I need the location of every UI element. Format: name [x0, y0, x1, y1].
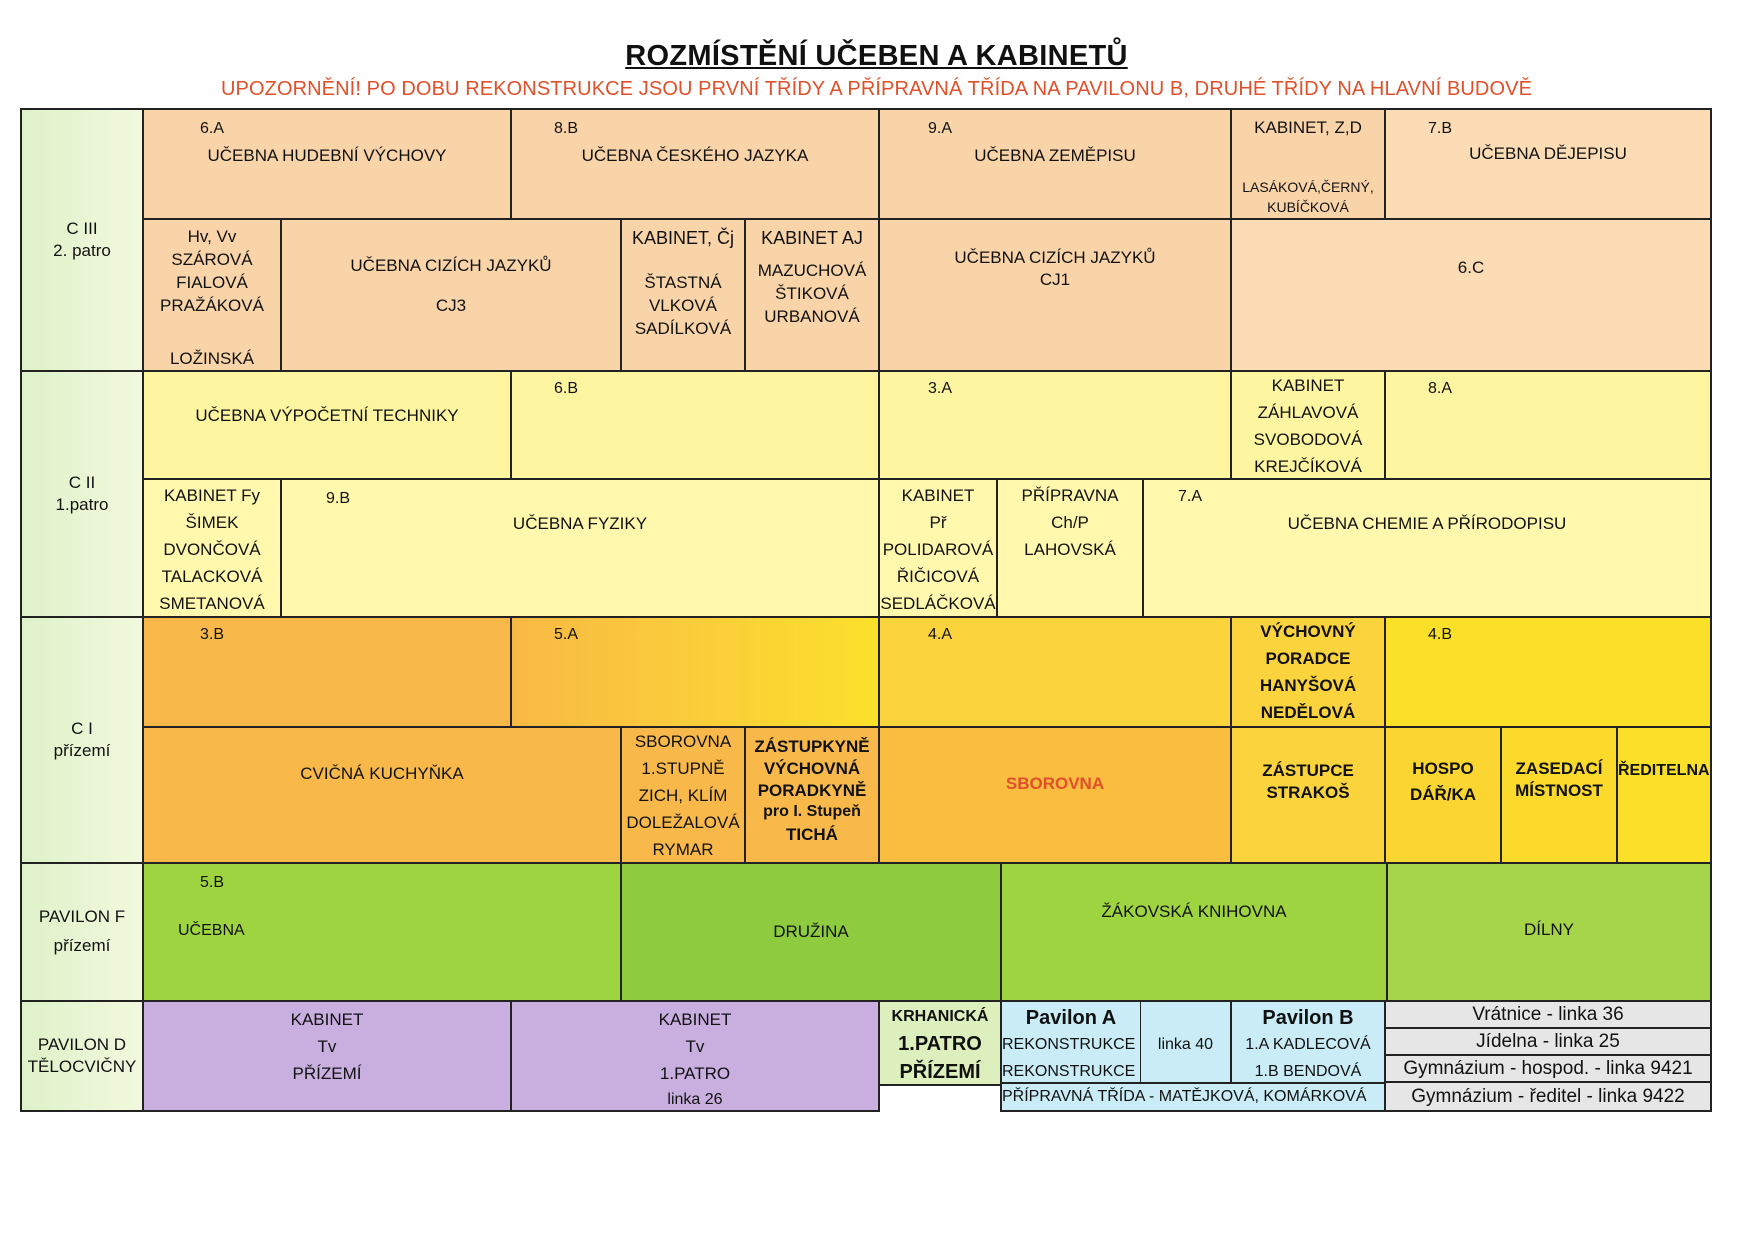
room-8a: 8.A	[1384, 370, 1712, 480]
cabinet-hv-vv: Hv, Vv SZÁROVÁ FIALOVÁ PRAŽÁKOVÁ LOŽINSKÁ	[142, 218, 282, 372]
bursar-office: HOSPO DÁŘ/KA	[1384, 726, 1502, 864]
room-3b: 3.B	[142, 616, 512, 728]
room-6b: 6.B	[510, 370, 880, 480]
floor-label-c3: C III 2. patro	[20, 108, 144, 372]
cabinet-fy: KABINET Fy ŠIMEK DVONČOVÁ TALACKOVÁ SMETANOVÁ	[142, 478, 282, 618]
room-chemistry-7a: 7.A UČEBNA CHEMIE A PŘÍRODOPISU	[1142, 478, 1712, 618]
principal-office: ŘEDITELNA	[1616, 726, 1712, 864]
floor-label-c2: C II 1.patro	[20, 370, 144, 618]
phone-entry: Gymnázium - ředitel - linka 9422	[1384, 1081, 1712, 1112]
room-geography-9a: 9.A UČEBNA ZEMĚPISU	[878, 108, 1232, 220]
classroom-5b: 5.B UČEBNA	[142, 862, 622, 1002]
pavilon-b: Pavilon B 1.A KADLECOVÁ 1.B BENDOVÁ	[1230, 1000, 1386, 1084]
deputy-strakos: ZÁSTUPCE STRAKOŠ	[1230, 726, 1386, 864]
pe-cabinet-ground: KABINET Tv PŘÍZEMÍ	[142, 1000, 512, 1112]
phone-entry: Jídelna - linka 25	[1384, 1027, 1712, 1056]
cabinet-aj: KABINET AJ MAZUCHOVÁ ŠTIKOVÁ URBANOVÁ	[744, 218, 880, 372]
room-history-7b: 7.B UČEBNA DĚJEPISU	[1384, 108, 1712, 220]
pe-cabinet-first-floor: KABINET Tv 1.PATRO linka 26	[510, 1000, 880, 1112]
educational-advisor: VÝCHOVNÝ PORADCE HANYŠOVÁ NEDĚLOVÁ	[1230, 616, 1386, 728]
phone-list	[1384, 1000, 1712, 1112]
floor-label-c1: C I přízemí	[20, 616, 144, 864]
prep-room-ch-p: PŘÍPRAVNA Ch/P LAHOVSKÁ	[996, 478, 1144, 618]
staffroom: SBOROVNA	[878, 726, 1232, 864]
meeting-room: ZASEDACÍ MÍSTNOST	[1500, 726, 1618, 864]
reconstruction-warning: UPOZORNĚNÍ! PO DOBU REKONSTRUKCE JSOU PRVNÍ TŘÍDY A PŘÍPRAVNÁ TŘÍDA NA PAVILONU B, DRUHÉ TŘÍDY NA HLAVNÍ BUDOVĚ	[220, 78, 1533, 100]
training-kitchen: CVIČNÁ KUCHYŇKA	[142, 726, 622, 864]
cabinet-pr: KABINET Př POLIDAROVÁ ŘIČICOVÁ SEDLÁČKOVÁ	[878, 478, 998, 618]
room-5a: 5.A	[510, 616, 880, 728]
room-languages-cj3: UČEBNA CIZÍCH JAZYKŮ CJ3	[280, 218, 622, 372]
phone-entry: Gymnázium - hospod. - linka 9421	[1384, 1054, 1712, 1083]
workshops: DÍLNY	[1386, 862, 1712, 1002]
page-title: ROZMÍSTĚNÍ UČEBEN A KABINETŮ	[625, 40, 1128, 72]
floor-label-pavilon-f: PAVILON F přízemí	[20, 862, 144, 1002]
krhanicka: KRHANICKÁ 1.PATRO PŘÍZEMÍ	[878, 1000, 1002, 1086]
room-4a: 4.A	[878, 616, 1232, 728]
student-library: ŽÁKOVSKÁ KNIHOVNA	[1000, 862, 1388, 1002]
cabinet-cj: KABINET, Čj ŠTASTNÁ VLKOVÁ SADÍLKOVÁ	[620, 218, 746, 372]
floor-label-pavilon-d: PAVILON D TĚLOCVIČNY	[20, 1000, 144, 1112]
phone-entry: Vrátnice - linka 36	[1384, 1000, 1712, 1029]
staffroom-1st-grade: SBOROVNA 1.STUPNĚ ZICH, KLÍM DOLEŽALOVÁ RYMAR	[620, 726, 746, 864]
room-czech-8b: 8.B UČEBNA ČESKÉHO JAZYKA	[510, 108, 880, 220]
room-physics-9b: 9.B UČEBNA FYZIKY	[280, 478, 880, 618]
pavilon-a: Pavilon A REKONSTRUKCE REKONSTRUKCE	[1000, 1000, 1142, 1084]
room-4b: 4.B	[1384, 616, 1712, 728]
cabinet-c2: KABINET ZÁHLAVOVÁ SVOBODOVÁ KREJČÍKOVÁ	[1230, 370, 1386, 480]
room-6c: 6.C	[1230, 218, 1712, 372]
pavilon-a-phone: linka 40	[1140, 1000, 1232, 1084]
room-computers: UČEBNA VÝPOČETNÍ TECHNIKY	[142, 370, 512, 480]
cabinet-z-d: KABINET, Z,D LASÁKOVÁ,ČERNÝ, KUBÍČKOVÁ	[1230, 108, 1386, 220]
room-languages-cj1: UČEBNA CIZÍCH JAZYKŮ CJ1	[878, 218, 1232, 372]
room-music-6a: 6.A UČEBNA HUDEBNÍ VÝCHOVY	[142, 108, 512, 220]
deputy-head-office: ZÁSTUPKYNĚ VÝCHOVNÁ PORADKYNĚ pro I. Stupeň TICHÁ	[744, 726, 880, 864]
room-3a: 3.A	[878, 370, 1232, 480]
preparatory-class: PŘÍPRAVNÁ TŘÍDA - MATĚJKOVÁ, KOMÁRKOVÁ	[1000, 1082, 1386, 1112]
after-school-club: DRUŽINA	[620, 862, 1002, 1002]
